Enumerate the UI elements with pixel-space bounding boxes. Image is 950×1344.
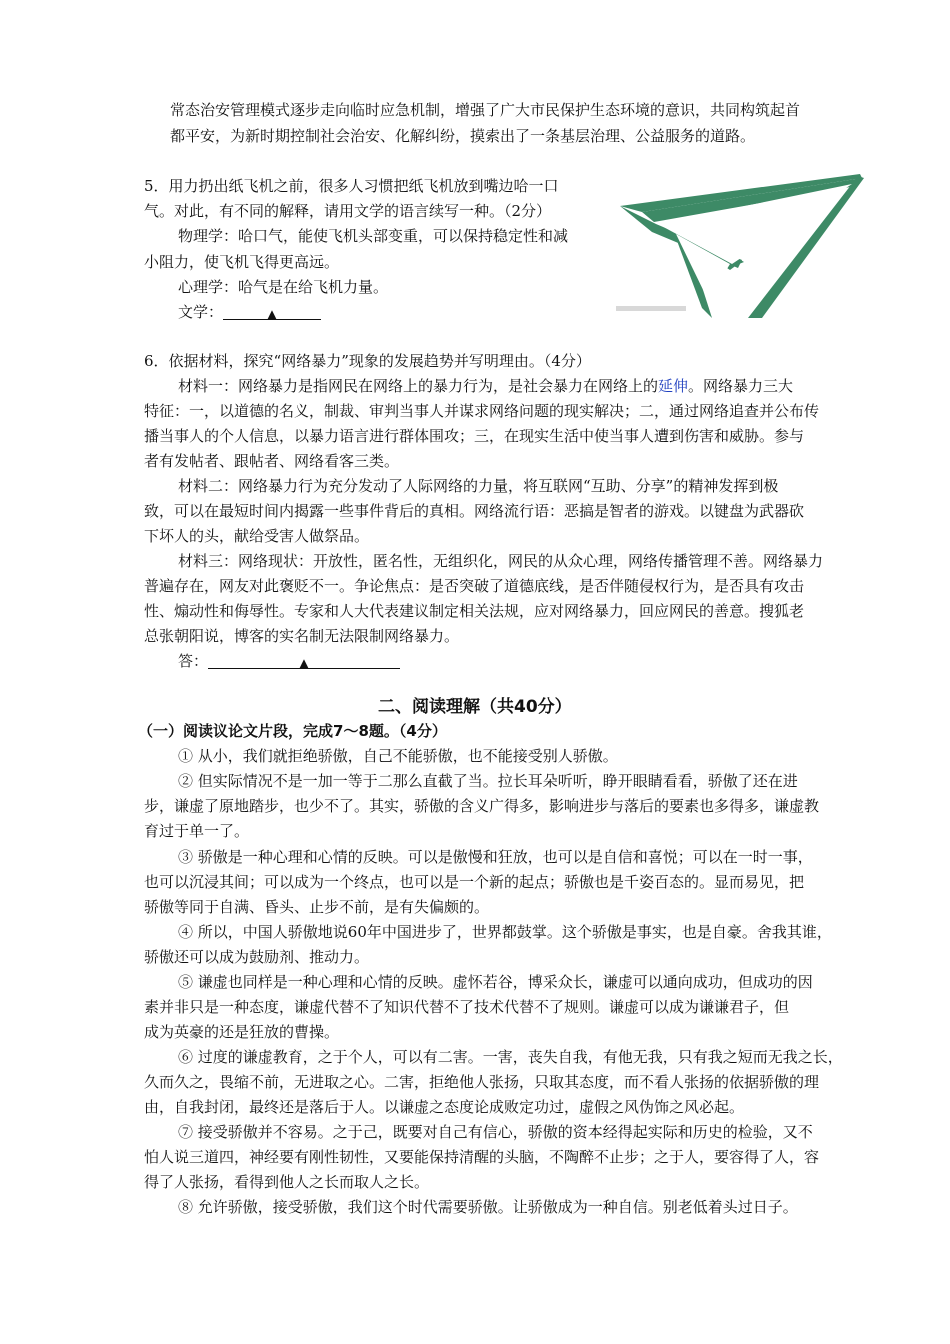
paragraph-6-line-3: 由，自我封闭，最终还是落后于人。以谦虚之态度论成败定功过，虚假之风伪饰之风必起。	[144, 1098, 745, 1116]
q6-material1-line-2: 特征：一，以道德的名义，制裁、审判当事人并谋求网络问题的现实解决；二，通过网络追查并公布传	[144, 402, 820, 420]
q6-material1-line-3: 播当事人的个人信息，以暴力语言进行群体围攻；三，在现实生活中使当事人遭到伤害和威胁。参与	[144, 427, 805, 445]
q5-literature-label: 文学：	[178, 303, 224, 321]
q6-material3-line-3: 性、煽动性和侮辱性。专家和人大代表建议制定相关法规，应对网络暴力，回应网民的善意。搜狐老	[144, 602, 805, 620]
paragraph-3-line-1: ③ 骄傲是一种心理和心情的反映。可以是傲慢和狂放，也可以是自信和喜悦；可以在一时一事，	[178, 848, 813, 866]
paragraph-7-line-3: 得了人张扬，看得到他人之长而取人之长。	[144, 1173, 430, 1191]
q6-answer-label: 答：	[178, 652, 209, 670]
paragraph-6-line-2: 久而久之，畏缩不前，无进取之心。二害，拒绝他人张扬，只取其态度，而不看人张扬的依据骄傲的理	[144, 1073, 820, 1091]
paragraph-5-line-3: 成为英豪的还是狂放的曹操。	[144, 1023, 340, 1041]
paragraph-2-line-3: 育过于单一了。	[144, 822, 250, 840]
q6-material3-line-2: 普遍存在，网友对此褒贬不一。争论焦点：是否突破了道德底线，是否伴随侵权行为，是否具有攻击	[144, 577, 805, 595]
q5-physics-line-1: 物理学：哈口气，能使飞机头部变重，可以保持稳定性和减	[178, 227, 569, 245]
q6-material2-line-2: 致，可以在最短时间内揭露一些事件背后的真相。网络流行语：恶搞是智者的游戏。以键盘为武器砍	[144, 502, 805, 520]
q6-material2-line-1: 材料二：网络暴力行为充分发动了人际网络的力量，将互联网“互助、分享”的精神发挥到极	[178, 477, 779, 495]
intro-line-1: 常态治安管理模式逐步走向临时应急机制，增强了广大市民保护生态环境的意识，共同构筑起首	[170, 101, 801, 119]
blank-marker: ▲	[299, 656, 309, 670]
q6-title: 6．依据材料，探究“网络暴力”现象的发展趋势并写明理由。（4分）	[144, 352, 591, 370]
paragraph-7-line-2: 怕人说三道四，神经要有刚性韧性，又要能保持清醒的头脑，不陶醉不止步；之于人，要容得了人，容	[144, 1148, 820, 1166]
section-heading: 二、阅读理解（共40分）	[378, 697, 572, 717]
q6-answer-blank[interactable]	[208, 652, 400, 669]
paragraph-4-line-2: 骄傲还可以成为鼓励剂、推动力。	[144, 948, 370, 966]
intro-line-2: 都平安，为新时期控制社会治安、化解纠纷，摸索出了一条基层治理、公益服务的道路。	[170, 127, 756, 145]
q6-material2-line-3: 下坏人的头，献给受害人做祭品。	[144, 527, 370, 545]
paragraph-5-line-1: ⑤ 谦虚也同样是一种心理和心情的反映。虚怀若谷，博采众长，谦虚可以通向成功，但成功的因	[178, 973, 813, 991]
paragraph-4-line-1: ④ 所以，中国人骄傲地说60年中国进步了，世界都鼓掌。这个骄傲是事实，也是自豪。舍我其谁，	[178, 923, 832, 941]
q6-material3-line-1: 材料三：网络现状：开放性，匿名性，无组织化，网民的从众心理，网络传播管理不善。网络暴力	[178, 552, 824, 570]
paragraph-1: ① 从小，我们就拒绝骄傲，自己不能骄傲，也不能接受别人骄傲。	[178, 747, 618, 765]
section-subheading: （一）阅读议论文片段，完成7～8题。（4分）	[138, 722, 447, 740]
q6-material3-line-4: 总张朝阳说，博客的实名制无法限制网络暴力。	[144, 627, 460, 645]
q5-title-line-2: 气。对此，有不同的解释，请用文学的语言续写一种。（2分）	[144, 202, 552, 220]
paper-airplane-icon	[612, 168, 864, 318]
q6-answer-line	[178, 651, 400, 671]
q6-material1-line-1	[178, 376, 793, 396]
paragraph-5-line-2: 素并非只是一种态度，谦虚代替不了知识代替不了技术代替不了规则。谦虚可以成为谦谦君子，但	[144, 998, 790, 1016]
q6-m1-link[interactable]: 延伸	[658, 377, 689, 395]
q5-title-line-1: 5．用力扔出纸飞机之前，很多人习惯把纸飞机放到嘴边哈一口	[144, 177, 559, 195]
q5-literature-line	[178, 302, 321, 322]
paragraph-3-line-2: 也可以沉浸其间；可以成为一个终点，也可以是一个新的起点；骄傲也是千姿百态的。显而易见，把	[144, 873, 805, 891]
q6-material1-line-4: 者有发帖者、跟帖者、网络看客三类。	[144, 452, 400, 470]
paragraph-8: ⑧ 允许骄傲，接受骄傲，我们这个时代需要骄傲。让骄傲成为一种自信。别老低着头过日子。	[178, 1198, 798, 1216]
paragraph-2-line-2: 步，谦虚了原地踏步，也少不了。其实，骄傲的含义广得多，影响进步与落后的要素也多得多，谦虚教	[144, 797, 820, 815]
paragraph-6-line-1: ⑥ 过度的谦虚教育，之于个人，可以有二害。一害，丧失自我，有他无我，只有我之短而无我之长，	[178, 1048, 843, 1066]
q5-answer-blank[interactable]	[223, 303, 321, 320]
paragraph-2-line-1: ② 但实际情况不是一加一等于二那么直截了当。拉长耳朵听听，睁开眼睛看看，骄傲了还在进	[178, 772, 798, 790]
paragraph-3-line-3: 骄傲等同于自满、昏头、止步不前，是有失偏颇的。	[144, 898, 490, 916]
q6-m1-text-a: 材料一：网络暴力是指网民在网络上的暴力行为，是社会暴力在网络上的	[178, 377, 659, 395]
blank-marker: ▲	[267, 307, 277, 321]
q5-psychology-line: 心理学：哈气是在给飞机力量。	[178, 278, 389, 296]
q5-physics-line-2: 小阻力，使飞机飞得更高远。	[144, 253, 340, 271]
q6-m1-text-b: 。网络暴力三大	[688, 377, 794, 395]
paragraph-7-line-1: ⑦ 接受骄傲并不容易。之于己，既要对自己有信心，骄傲的资本经得起实际和历史的检验，又不	[178, 1123, 813, 1141]
